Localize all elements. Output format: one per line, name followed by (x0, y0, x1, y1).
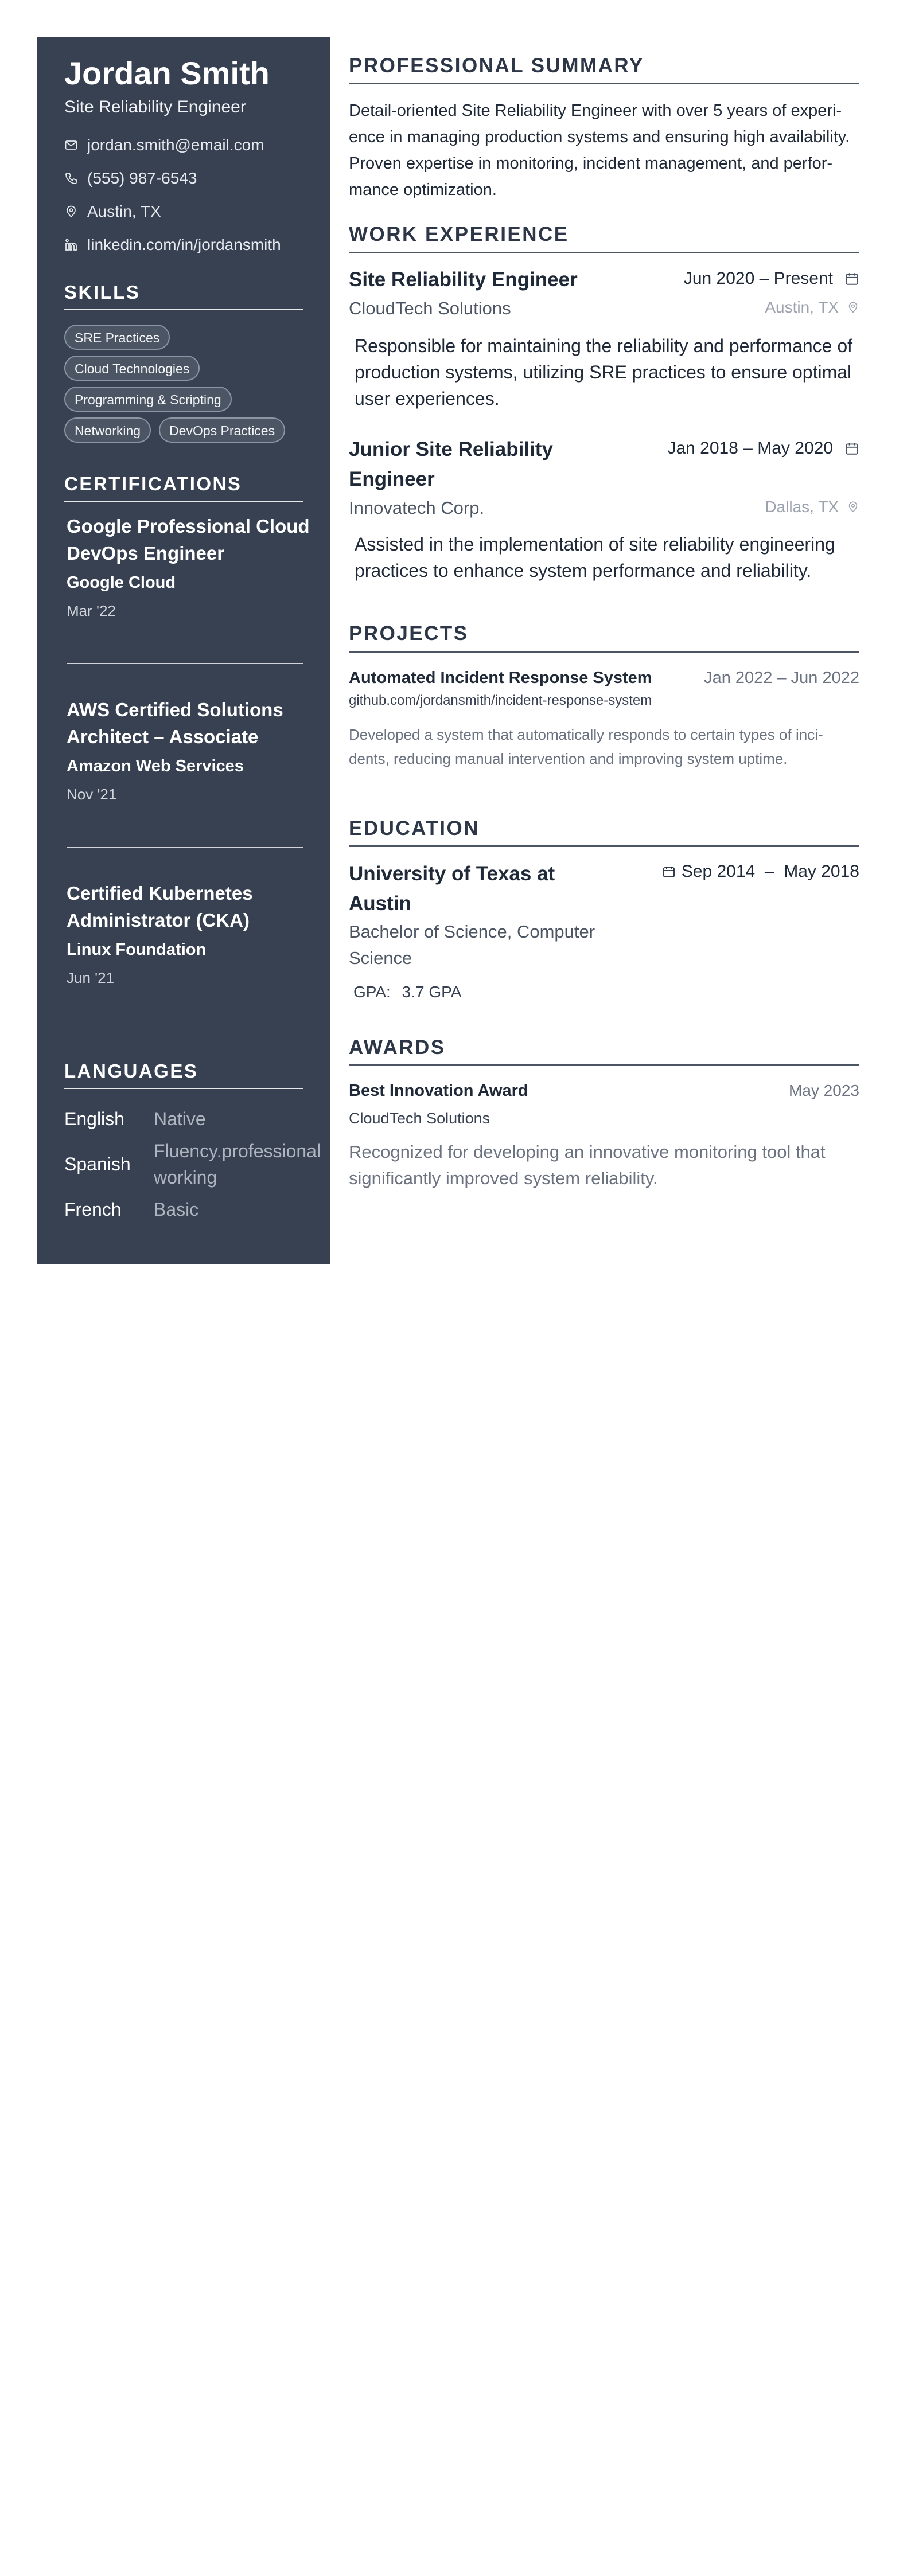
certification-item (67, 880, 313, 988)
award-organization: CloudTech Solutions (349, 1110, 490, 1127)
experience-location (765, 497, 859, 517)
education-degree: Bachelor of Science, Computer Science (349, 922, 595, 968)
sidebar (37, 37, 330, 1264)
language-level: Basic (154, 1199, 199, 1220)
skills-row-2 (64, 356, 208, 381)
contact-location (64, 201, 161, 223)
project-description: Developed a system that automatically responds to certain types of inci-dents, reducing manual intervention and improving system uptime. (349, 726, 823, 767)
awards-heading: AWARDS (349, 1036, 446, 1059)
skill-tag: Cloud Technologies (64, 356, 200, 381)
skill-tag: DevOps Practices (159, 417, 285, 443)
job-title: Site Reliability Engineer (64, 97, 246, 116)
skill-tag: Networking (64, 417, 151, 443)
calendar-icon (662, 865, 676, 879)
skill-tag: SRE Practices (64, 325, 170, 350)
experience-location (765, 297, 859, 318)
certification-date: Mar '22 (67, 602, 116, 619)
award-date: May 2023 (789, 1082, 859, 1099)
linkedin-icon (64, 238, 78, 252)
education-heading: EDUCATION (349, 817, 480, 840)
location-pin-icon (64, 205, 78, 218)
certification-issuer: Google Cloud (67, 573, 176, 592)
certification-date: Nov '21 (67, 786, 117, 803)
award-description: Recognized for developing an innovative monitoring tool that significantly improved system reliability. (349, 1142, 826, 1188)
experience-date-text: Jun 2020 – Present (683, 269, 833, 288)
language-name: English (64, 1109, 124, 1129)
projects-heading: PROJECTS (349, 622, 469, 645)
skills-heading: SKILLS (64, 282, 141, 303)
contact-email[interactable] (64, 134, 264, 156)
language-name: Spanish (64, 1154, 131, 1174)
certification-title: Google Professional Cloud DevOps Engineer (67, 516, 310, 564)
experience-location-text: Austin, TX (765, 298, 839, 316)
certification-title: AWS Certified Solutions Architect – Associate (67, 699, 283, 747)
project-link[interactable]: github.com/jordansmith/incident-response-system (349, 693, 652, 708)
certifications-heading: CERTIFICATIONS (64, 473, 242, 494)
calendar-icon (844, 441, 859, 456)
languages-heading: LANGUAGES (64, 1060, 198, 1082)
certification-item (67, 513, 313, 620)
gpa-label: GPA: (353, 983, 391, 1001)
certification-item (67, 696, 313, 804)
experience-date (667, 437, 859, 460)
experience-date-text: Jan 2018 – May 2020 (667, 439, 833, 458)
certification-issuer: Amazon Web Services (67, 757, 244, 775)
contact-location-text: Austin, TX (87, 202, 161, 220)
certification-date: Jun '21 (67, 969, 115, 986)
project-name: Automated Incident Response System (349, 669, 652, 687)
language-level: Native (154, 1109, 206, 1129)
education-gpa (353, 981, 461, 1004)
location-pin-icon (847, 501, 859, 513)
languages-divider (64, 1088, 303, 1089)
skills-divider (64, 309, 303, 310)
summary-divider (349, 83, 859, 84)
certification-title: Certified Kubernetes Administrator (CKA) (67, 883, 253, 931)
contact-linkedin-text: linkedin.com/in/jordansmith (87, 236, 281, 253)
experience-company: CloudTech Solutions (349, 298, 511, 318)
awards-divider (349, 1064, 859, 1066)
skills-row-3 (64, 387, 240, 412)
certification-separator (67, 663, 303, 664)
calendar-icon (844, 271, 859, 286)
certifications-divider (64, 501, 303, 502)
experience-title: Junior Site Reliability Engineer (349, 438, 553, 490)
education-school: University of Texas at Austin (349, 862, 555, 915)
education-date (662, 860, 859, 883)
language-name: French (64, 1199, 122, 1220)
experience-divider (349, 252, 859, 253)
skills-row-1 (64, 325, 178, 350)
contact-email-text: jordan.smith@email.com (87, 136, 264, 154)
experience-location-text: Dallas, TX (765, 498, 839, 516)
experience-company: Innovatech Corp. (349, 498, 485, 518)
projects-divider (349, 651, 859, 653)
experience-title: Site Reliability Engineer (349, 268, 578, 291)
skills-row-4 (64, 417, 293, 443)
award-title: Best Innovation Award (349, 1082, 528, 1100)
summary-heading: PROFESSIONAL SUMMARY (349, 54, 644, 77)
contact-phone-text: (555) 987-6543 (87, 169, 197, 187)
contact-linkedin[interactable] (64, 234, 281, 256)
summary-text: Detail-oriented Site Reliability Engineer with over 5 years of experi-ence in managing production systems and ensuring high availability. Proven expertise in monitoring, incident management, and perfor-mance optimization. (349, 102, 850, 199)
person-name: Jordan Smith (64, 55, 270, 91)
language-level: Fluency.professional working (154, 1141, 321, 1188)
skill-tag: Programming & Scripting (64, 387, 232, 412)
location-pin-icon (847, 301, 859, 314)
experience-description: Responsible for maintaining the reliability and performance of production systems, utilizing SRE practices to ensure optimal user experiences. (355, 335, 853, 409)
gpa-value: 3.7 GPA (402, 983, 462, 1001)
education-divider (349, 845, 859, 847)
certification-issuer: Linux Foundation (67, 940, 207, 959)
contact-phone[interactable] (64, 167, 197, 189)
education-date-text: Sep 2014 – May 2018 (681, 862, 859, 881)
mail-icon (64, 138, 78, 152)
experience-description: Assisted in the implementation of site reliability engineering practices to enhance system performance and reliability. (355, 534, 835, 581)
phone-icon (64, 171, 78, 185)
experience-date (684, 267, 859, 290)
experience-heading: WORK EXPERIENCE (349, 223, 569, 245)
project-date: Jan 2022 – Jun 2022 (704, 669, 859, 687)
certification-separator (67, 847, 303, 848)
